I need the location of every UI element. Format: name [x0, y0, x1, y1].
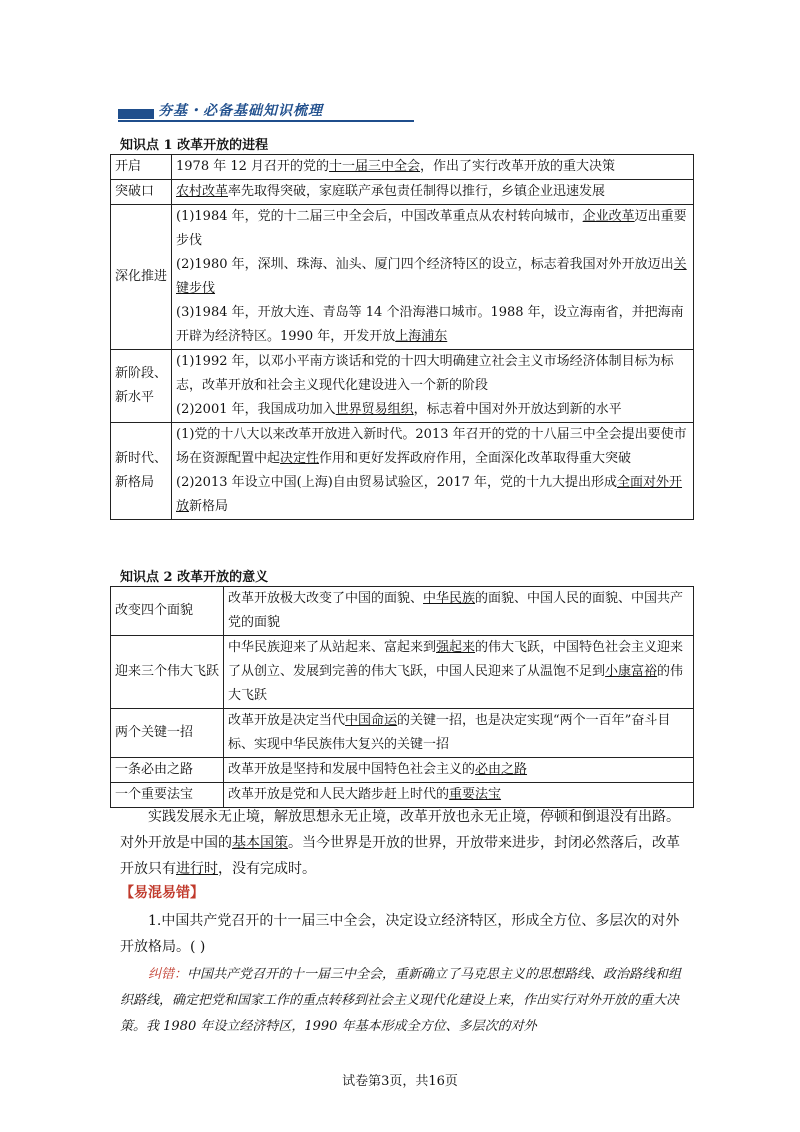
key-term: 重要法宝	[449, 787, 502, 802]
text: 率先取得突破，家庭联产承包责任制得以推行，乡镇企业迅速发展	[228, 184, 606, 199]
text: 改革开放是党和人民大踏步赶上时代的	[228, 787, 450, 802]
text: (1)党的十八大以来改革开放进入新时代。2013 年召开的党的十八届三中全会提出要使市场在资源配置中起	[176, 427, 687, 466]
correction-label: 纠错：	[148, 967, 188, 982]
text: ，没有完成时。	[218, 861, 316, 877]
table-row	[111, 587, 694, 636]
text: (1)1984 年，党的十二届三中全会后，中国改革重点从农村转向城市，	[176, 209, 583, 224]
row-key: 一个重要法宝	[111, 783, 224, 808]
text: 的关键一招，也是决定实现“两个一百年”奋斗目标、实现中华民族伟大复兴的关键一招	[228, 713, 671, 752]
table-row	[111, 636, 694, 709]
page-footer: 试卷第3页，共16页	[342, 1074, 458, 1089]
row-value	[224, 709, 694, 758]
row-value	[224, 587, 694, 636]
text: 1978 年 12 月召开的党的	[176, 159, 330, 174]
table-row	[111, 758, 694, 783]
key-term: 全面对外开放	[176, 475, 683, 514]
text: (2)2001 年，我国成功加入	[176, 402, 336, 417]
row-key: 新阶段、新水平	[111, 350, 172, 423]
reform-significance-table	[110, 586, 694, 808]
text: 的伟大飞跃，中国特色社会主义迎来了从创立、发展到完善的伟大飞跃，中国人民迎来了从温饱不足到	[228, 640, 684, 679]
row-key: 新时代、新格局	[111, 423, 172, 520]
text: 的伟大飞跃	[228, 664, 684, 703]
row-key: 突破口	[111, 180, 172, 205]
key-term: 上海浦东	[395, 329, 448, 344]
row-value	[172, 180, 694, 205]
key-term: 中华民族	[423, 591, 476, 606]
row-value	[172, 155, 694, 180]
row-key: 一条必由之路	[111, 758, 224, 783]
key-term: 十一届三中全会	[329, 159, 421, 174]
key-term: 世界贸易组织	[335, 402, 414, 417]
row-value	[224, 758, 694, 783]
table-row	[111, 180, 694, 205]
row-value	[172, 205, 694, 350]
section2-heading: 知识点 2 改革开放的意义	[120, 570, 269, 585]
correction	[120, 962, 692, 1040]
key-term: 必由之路	[475, 762, 528, 777]
pitfall-question: 1.中国共产党召开的十一届三中全会，决定设立经济特区，形成全方位、多层次的对外开放格局。( )	[120, 913, 680, 955]
row-key: 深化推进	[111, 205, 172, 350]
table-row	[111, 423, 694, 520]
text: (3)1984 年，开放大连、青岛等 14 个沿海港口城市。1988 年，设立海南省，并把海南开辟为经济特区。1990 年，开发开放	[176, 305, 684, 344]
key-term: 进行时	[176, 861, 218, 877]
text: (2)1980 年，深圳、珠海、汕头、厦门四个经济特区的设立，标志着我国对外开放迈出	[176, 257, 674, 272]
table-row	[111, 155, 694, 180]
key-term: 关键步伐	[176, 257, 687, 296]
text: 作用和更好发挥政府作用，全面深化改革取得重大突破	[319, 451, 632, 466]
row-value	[224, 636, 694, 709]
summary-paragraph	[120, 804, 692, 882]
reform-process-table	[110, 154, 694, 520]
key-term: 基本国策	[232, 835, 288, 851]
text: 实践发展永无止境，解放思想永无止境，改革开放也永无止境，停顿和倒退没有出路。对外开放是中国的	[120, 809, 680, 851]
text: 中华民族迎来了从站起来、富起来到	[228, 640, 437, 655]
table-row	[111, 709, 694, 758]
text: ，作出了实行改革开放的重大决策	[420, 159, 616, 174]
text: 新格局	[189, 499, 229, 514]
table-row	[111, 205, 694, 350]
text: 的面貌、中国人民的面貌、中国共产党的面貌	[228, 591, 684, 630]
row-key: 两个关键一招	[111, 709, 224, 758]
banner-title: 夯基・必备基础知识梳理	[158, 103, 323, 119]
section1-heading: 知识点 1 改革开放的进程	[120, 138, 269, 153]
row-key: 开启	[111, 155, 172, 180]
key-term: 小康富裕	[605, 664, 658, 679]
row-key: 改变四个面貌	[111, 587, 224, 636]
key-term: 中国命运	[345, 713, 398, 728]
text: 改革开放极大改变了中国的面貌、	[228, 591, 424, 606]
section-banner	[118, 100, 414, 124]
text: 改革开放是坚持和发展中国特色社会主义的	[228, 762, 476, 777]
text: ，标志着中国对外开放达到新的水平	[413, 402, 622, 417]
banner-rule	[118, 120, 414, 122]
key-term: 农村改革	[176, 184, 229, 199]
table-row	[111, 350, 694, 423]
text: (1)1992 年，以邓小平南方谈话和党的十四大明确建立社会主义市场经济体制目标为标志，改革开放和社会主义现代化建设进入一个新的阶段	[176, 354, 674, 393]
banner-bar	[118, 109, 154, 119]
text: 改革开放是决定当代	[228, 713, 346, 728]
text: 。当今世界是开放的世界，开放带来进步，封闭必然落后，改革开放只有	[120, 835, 680, 877]
key-term: 决定性	[280, 451, 320, 466]
text: 迈出重要步伐	[176, 209, 687, 248]
row-value	[172, 423, 694, 520]
correction-text: 中国共产党召开的十一届三中全会，重新确立了马克思主义的思想路线、政治路线和组织路线，确定把党和国家工作的重点转移到社会主义现代化建设上来，作出实行对外开放的重大决策。我 1980 年设立经济特区，1990 年基本形成全方位、多层次的对外	[120, 967, 682, 1034]
pitfall-label: 【易混易错】	[120, 885, 204, 901]
key-term: 强起来	[436, 640, 476, 655]
text: (2)2013 年设立中国(上海)自由贸易试验区，2017 年，党的十九大提出形成	[176, 475, 617, 490]
row-key: 迎来三个伟大飞跃	[111, 636, 224, 709]
key-term: 企业改革	[582, 209, 635, 224]
row-value	[172, 350, 694, 423]
